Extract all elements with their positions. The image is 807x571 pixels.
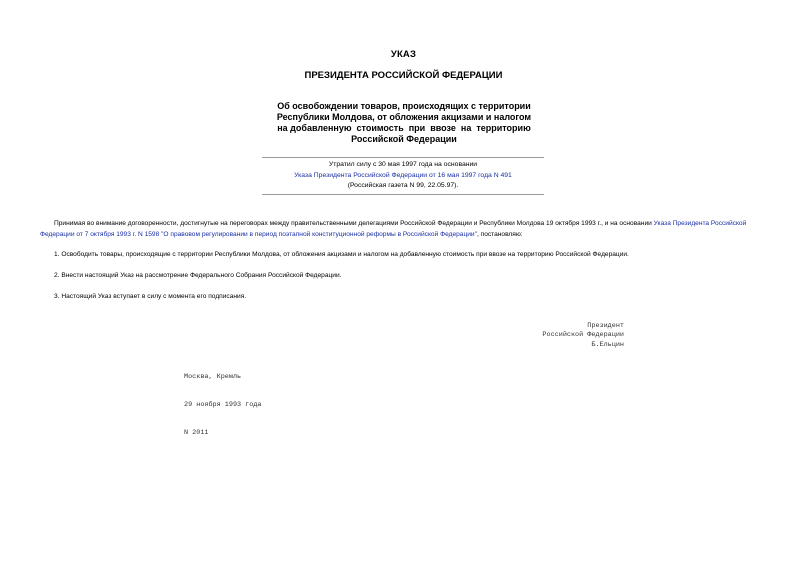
signature-block: [520, 322, 624, 350]
document-heading: [254, 101, 554, 145]
heading-line: Российской Федерации: [351, 134, 457, 144]
clause-2: 2. Внести настоящий Указ на рассмотрение Федерального Собрания Российской Федерации.: [54, 272, 342, 279]
status-note: [262, 160, 544, 192]
issuer-title: ПРЕЗИДЕНТА РОССИЙСКОЙ ФЕДЕРАЦИИ: [304, 70, 503, 81]
preamble-text: Принимая во внимание договоренности, достигнутые на переговорах между правительственными делегациями Российской Федерации и Республики Молдова 19 октября 1993 г., и на основании: [54, 220, 654, 227]
clause-3: 3. Настоящий Указ вступает в силу с момента его подписания.: [54, 293, 247, 300]
status-text: Утратил силу с 30 мая 1997 года на основании: [328, 161, 478, 168]
document-type-title: УКАЗ: [390, 49, 417, 60]
heading-line: на добавленную стоимость при ввозе на территорию: [277, 123, 531, 133]
preamble-ending: , постановляю:: [476, 230, 523, 238]
heading-line: Республики Молдова, от обложения акцизами и налогом: [276, 112, 532, 122]
status-divider-top: [262, 157, 544, 158]
signing-date: 29 ноября 1993 года: [184, 401, 262, 410]
place-date-block: [184, 354, 262, 457]
heading-line: Об освобождении товаров, происходящих с территории: [277, 101, 531, 111]
repeal-decree-link[interactable]: Указа Президента Российской Федерации от 16 мая 1997 года N 491: [294, 171, 512, 179]
referenced-decree-link[interactable]: Указа Президента Российской Федерации от 7 октября 1993 г. N 1598 "О правовом регулировании в период поэтапной конституционной реформы в Российской Федерации": [40, 220, 747, 238]
decree-number: N 2011: [184, 429, 209, 438]
signatory-name: Б.Ельцин: [591, 340, 624, 349]
signing-place: Москва, Кремль: [184, 372, 242, 381]
clause-1: 1. Освободить товары, происходящие с территории Республики Молдова, от обложения акцизами и налогом на добавленную стоимость при ввозе на территорию Российской Федерации.: [54, 251, 629, 258]
signatory-position: Российской Федерации: [542, 331, 624, 340]
publication-note: (Российская газета N 99, 22.05.97).: [347, 182, 459, 189]
preamble-paragraph: [40, 219, 780, 240]
status-divider-bottom: [262, 194, 544, 195]
signatory-position: Президент: [587, 322, 624, 330]
